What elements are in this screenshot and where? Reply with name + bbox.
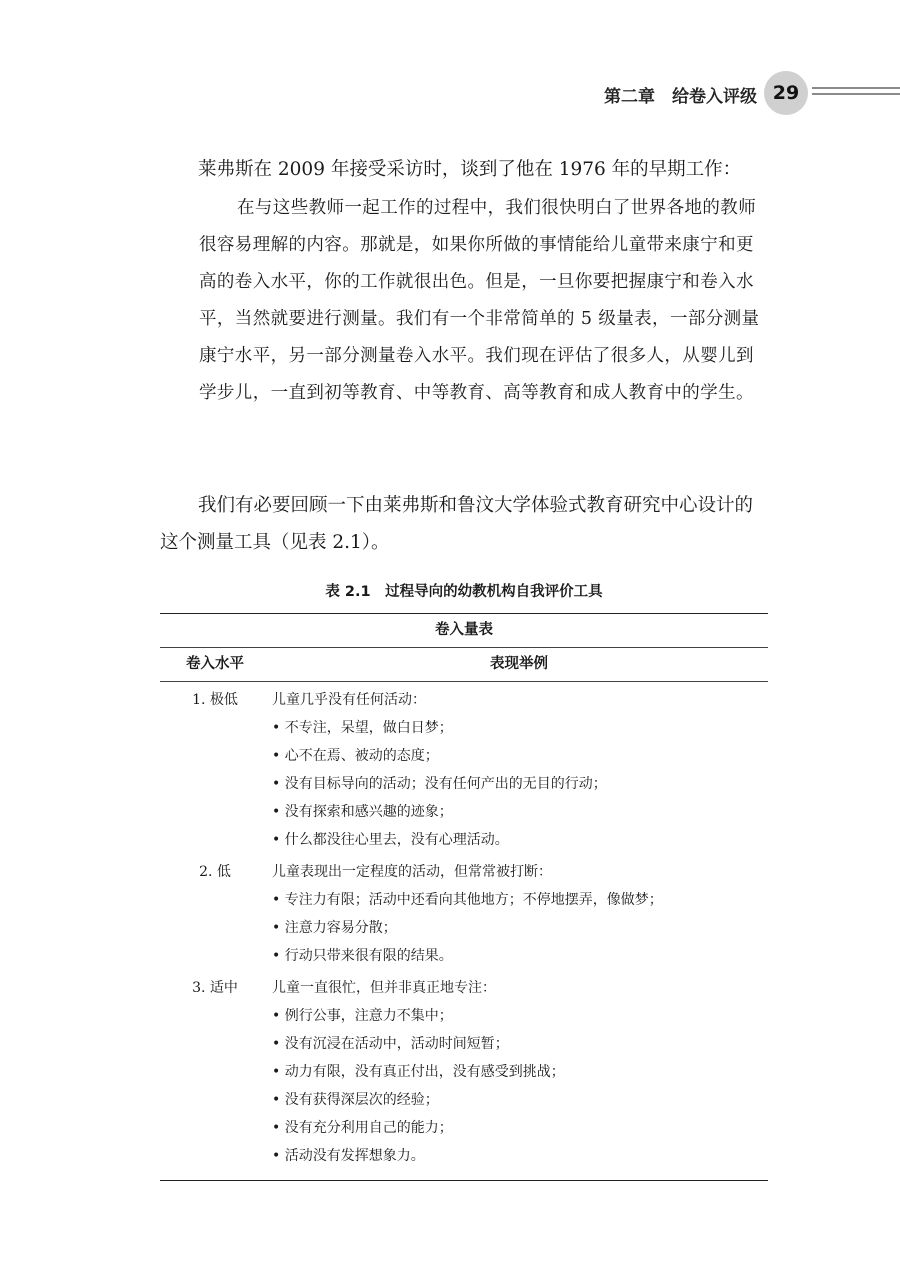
example-bullet: • 没有目标导向的活动；没有任何产出的无目的行动；: [272, 776, 607, 792]
example-bullet: • 动力有限，没有真正付出，没有感受到挑战；: [272, 1064, 565, 1080]
table-body: [160, 682, 768, 1180]
example-bullet: • 行动只带来很有限的结果。: [272, 948, 453, 964]
example-summary: 儿童一直很忙，但并非真正地专注：: [272, 980, 496, 996]
involvement-table: [160, 613, 768, 1181]
examples-cell: [270, 686, 768, 854]
column-header-examples: 表现举例: [490, 656, 548, 672]
level-cell: 2. 低: [199, 864, 231, 880]
block-quote: 在与这些教师一起工作的过程中，我们很快明白了世界各地的教师很容易理解的内容。那就是，如果你所做的事情能给儿童带来康宁和更高的卷入水平，你的工作就很出色。但是，一旦你要把握康宁和卷入水平，当然就要进行测量。我们有一个非常简单的 5 级量表，一部分测量康宁水平，另一部分测量卷入水平。我们现在评估了很多人，从婴儿到学步儿，一直到初等教育、中等教育、高等教育和成人教育中的学生。: [199, 198, 760, 403]
intro-paragraph: 莱弗斯在 2009 年接受采访时，谈到了他在 1976 年的早期工作：: [198, 159, 742, 180]
example-bullet: • 没有获得深层次的经验；: [272, 1092, 439, 1108]
example-summary: 儿童几乎没有任何活动：: [272, 692, 426, 708]
table-row: [160, 686, 768, 854]
level-cell: 3. 适中: [192, 980, 238, 996]
example-bullet: • 没有充分利用自己的能力；: [272, 1120, 453, 1136]
example-bullet: • 没有沉浸在活动中，活动时间短暂；: [272, 1036, 509, 1052]
header-rule: [812, 87, 900, 99]
example-bullet: • 专注力有限；活动中还看向其他地方；不停地摆弄，像做梦；: [272, 892, 663, 908]
example-bullet: • 什么都没往心里去，没有心理活动。: [272, 832, 509, 848]
level-cell: 1. 极低: [192, 692, 238, 708]
running-header: [540, 70, 900, 116]
table-header-row: [160, 648, 768, 682]
example-bullet: • 注意力容易分散；: [272, 920, 397, 936]
examples-cell: [270, 858, 768, 970]
table-row: [160, 974, 768, 1170]
table-row: [160, 858, 768, 970]
table-scale-title: 卷入量表: [160, 614, 768, 648]
example-bullet: • 没有探索和感兴趣的迹象；: [272, 804, 453, 820]
chapter-title: 第二章 给卷入评级: [604, 87, 757, 107]
example-bullet: • 不专注，呆望，做白日梦；: [272, 720, 453, 736]
example-bullet: • 例行公事，注意力不集中；: [272, 1008, 453, 1024]
body-paragraph: 我们有必要回顾一下由莱弗斯和鲁汶大学体验式教育研究中心设计的这个测量工具（见表 2.1）。: [160, 495, 754, 553]
table-caption: 表 2.1 过程导向的幼教机构自我评价工具: [325, 584, 603, 600]
example-bullet: • 活动没有发挥想象力。: [272, 1148, 425, 1164]
page-number: 29: [764, 71, 808, 115]
example-summary: 儿童表现出一定程度的活动，但常常被打断：: [272, 864, 552, 880]
example-bullet: • 心不在焉、被动的态度；: [272, 748, 439, 764]
column-header-level: 卷入水平: [186, 656, 244, 672]
examples-cell: [270, 974, 768, 1170]
